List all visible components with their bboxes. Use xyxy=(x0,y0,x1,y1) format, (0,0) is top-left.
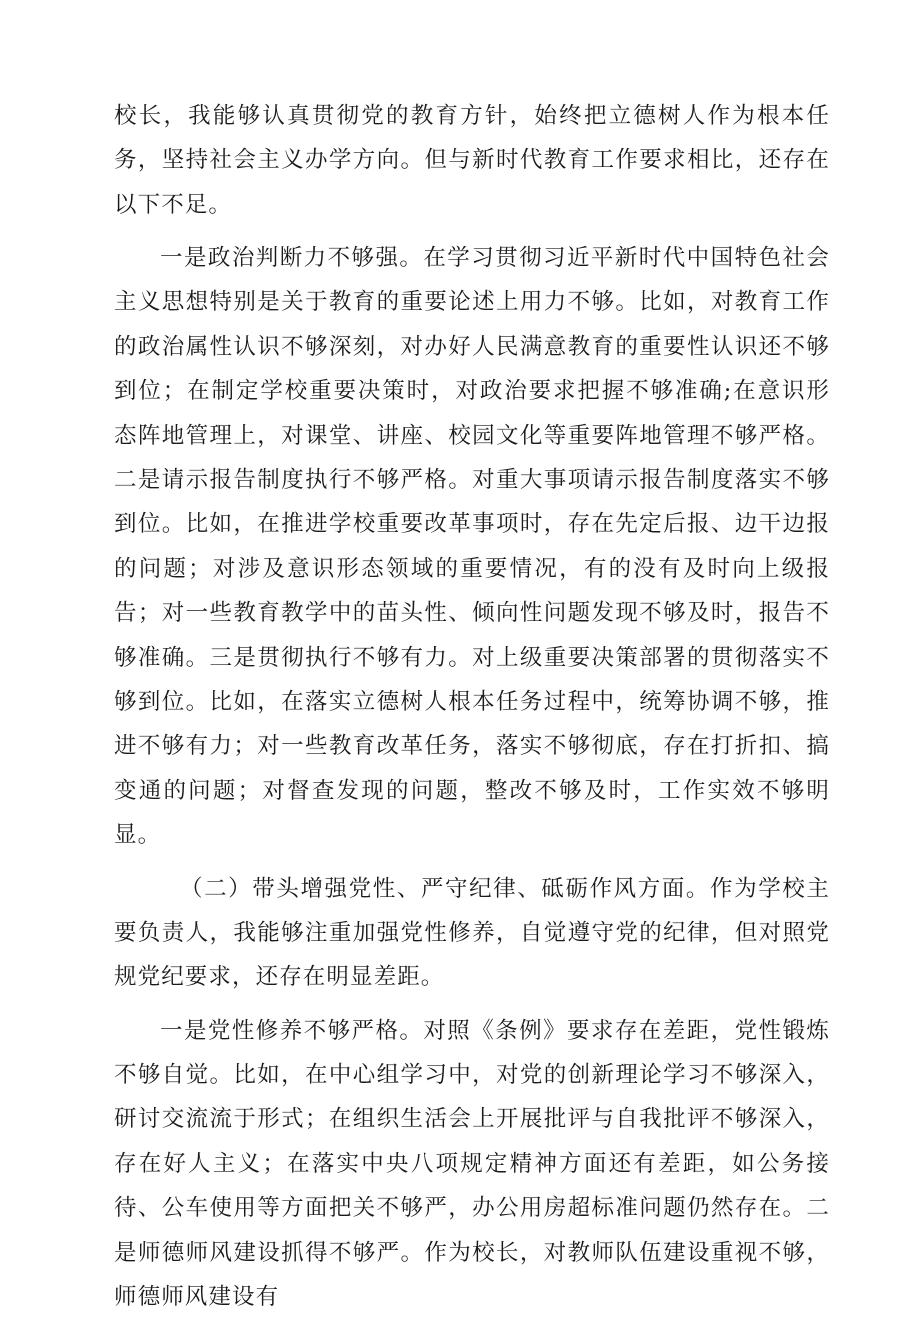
paragraph-section-two-heading: （二）带头增强党性、严守纪律、砥砺作风方面。作为学校主要负责人，我能够注重加强党性修养，自觉遵守党的纪律，但对照党规党纪要求，还存在明显差距。 xyxy=(114,875,830,991)
document-page xyxy=(114,94,830,1328)
paragraph-party-spirit: 一是党性修养不够严格。对照《条例》要求存在差距，党性锻炼不够自觉。比如，在中心组学习中，对党的创新理论学习不够深入，研讨交流流于形式；在组织生活会上开展批评与自我批评不够深入，存在好人主义；在落实中央八项规定精神方面还有差距，如公务接待、公车使用等方面把关不够严，办公用房超标准问题仍然存在。二是师德师风建设抓得不够严。作为校长，对教师队伍建设重视不够，师德师风建设有 xyxy=(114,1017,830,1310)
paragraph-political-judgment: 一是政治判断力不够强。在学习贯彻习近平新时代中国特色社会主义思想特别是关于教育的重要论述上用力不够。比如，对教育工作的政治属性认识不够深刻，对办好人民满意教育的重要性认识还不够到位；在制定学校重要决策时，对政治要求把握不够准确;在意识形态阵地管理上，对课堂、讲座、校园文化等重要阵地管理不够严格。二是请示报告制度执行不够严格。对重大事项请示报告制度落实不够到位。比如，在推进学校重要改革事项时，存在先定后报、边干边报的问题；对涉及意识形态领域的重要情况，有的没有及时向上级报告；对一些教育教学中的苗头性、倾向性问题发现不够及时，报告不够准确。三是贯彻执行不够有力。对上级重要决策部署的贯彻落实不够到位。比如，在落实立德树人根本任务过程中，统筹协调不够，推进不够有力；对一些教育改革任务，落实不够彻底，存在打折扣、搞变通的问题；对督查发现的问题，整改不够及时，工作实效不够明显。 xyxy=(114,245,830,849)
paragraph-continuation: 校长，我能够认真贯彻党的教育方针，始终把立德树人作为根本任务，坚持社会主义办学方向。但与新时代教育工作要求相比，还存在以下不足。 xyxy=(114,103,830,218)
